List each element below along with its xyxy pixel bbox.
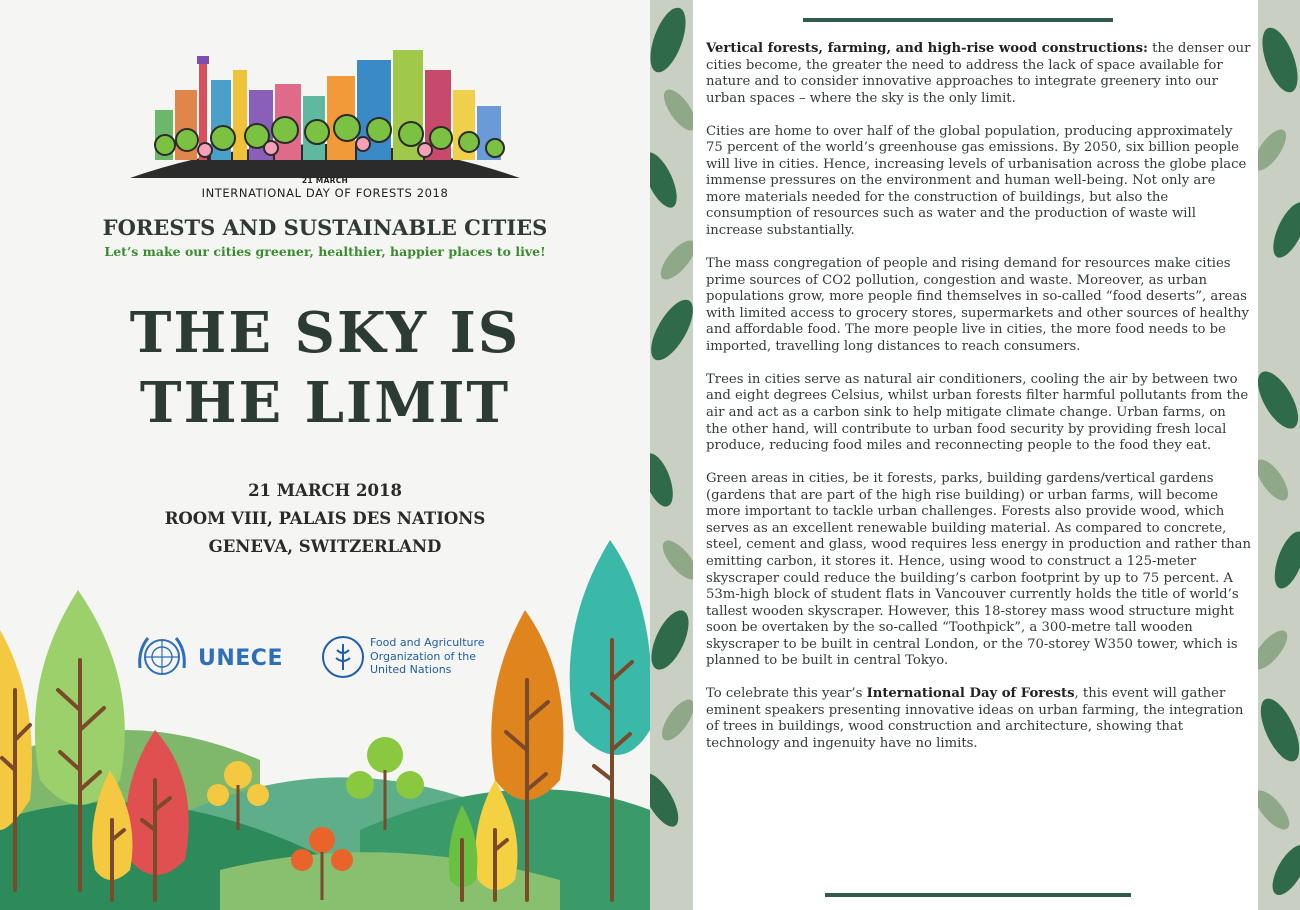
- headline-line-2: THE LIMIT: [139, 370, 511, 436]
- event-date: 21 MARCH 2018: [248, 481, 402, 500]
- paragraph-4: Trees in cities serve as natural air conditioners, cooling the air by between two and eight degrees Celsius, whilst urban forests filter harmful pollutants from the air and act as a carbon sink to help mitigate climate change. Urban farms, on the other hand, will contribute to urban food security by providing fresh local produce, reducing food miles and reconnecting people to the food they eat.: [706, 371, 1249, 454]
- small-date-label: 21 MARCH: [301, 176, 349, 185]
- headline: [0, 298, 650, 438]
- city-skyline-illustration: [125, 40, 525, 180]
- paragraph-2: Cities are home to over half of the global population, producing approximately 75 percent of the world’s greenhouse gas emissions. By 2050, six billion people will live in cities. Hence, increasing levels of urbanisation across the globe place immense pressures on the environment and human well-being. Not only are more materials needed for the construction of buildings, but also the consumption of resources such as water and the production of waste will increase substantially.: [706, 123, 1247, 239]
- fao-line-3: United Nations: [370, 663, 452, 676]
- paragraph-6: [706, 686, 1251, 752]
- fao-emblem-icon: [320, 634, 366, 680]
- un-emblem-icon: [132, 630, 192, 686]
- unece-logo-text: UNECE: [198, 646, 283, 671]
- headline-line-1: THE SKY IS: [129, 300, 521, 366]
- fao-logo-text: [370, 636, 485, 677]
- bottom-divider: [825, 893, 1131, 897]
- paragraph-1: [706, 41, 1251, 107]
- top-divider: [803, 18, 1113, 22]
- paragraph-1-lead: Vertical forests, farming, and high-rise wood constructions:: [706, 41, 1148, 56]
- event-room: ROOM VIII, PALAIS DES NATIONS: [164, 509, 486, 528]
- day-title: INTERNATIONAL DAY OF FORESTS 2018: [201, 186, 449, 200]
- fao-line-2: Organization of the: [370, 649, 476, 663]
- paragraph-6-start: To celebrate this year’s: [706, 686, 867, 702]
- article-body: [706, 41, 1251, 769]
- paragraph-6-bold: International Day of Forests: [866, 686, 1075, 702]
- paragraph-5: Green areas in cities, be it forests, parks, building gardens/vertical gardens (gardens that are part of the high rise building) or urban farms, will become more important to tackle urban challenges. Forests also provide wood, which serves as an excellent renewable building material. As compared to concrete, steel, cement and glass, wood requires less energy in production and rather than emitting carbon, it stores it. Hence, using wood to construct a 125-meter skyscraper could reduce the building’s carbon footprint by up to 75 percent. A 53m-high block of student flats in Vancouver currently holds the title of world’s tallest wooden skyscraper. However, this 18-storey mass wood structure might soon be overtaken by the so-called “Toothpick”, a 300-metre tall wooden skyscraper to be built in central London, or the 70-storey W350 tower, which is planned to be built in central Tokyo.: [706, 471, 1252, 669]
- fao-line-1: Food and Agriculture: [370, 636, 485, 649]
- theme-title: FORESTS AND SUSTAINABLE CITIES: [102, 215, 548, 240]
- paragraph-1-text: the denser our cities become, the greater the need to address the lack of space available for nature and to consider innovative approaches to integrate greenery into our urban spaces – where the sky is the only limit.: [706, 41, 1251, 106]
- article-panel: [650, 0, 1300, 910]
- article-text-panel: [693, 0, 1258, 910]
- paragraph-6-text: , this event will gather eminent speakers presenting innovative ideas on urban farming, the integration of trees in buildings, wood construction and architecture, showing that technology and ingenuity have no limits.: [706, 686, 1244, 751]
- tagline: Let’s make our cities greener, healthier, happier places to live!: [104, 244, 546, 259]
- partner-logos: [130, 630, 510, 686]
- forest-illustration: [0, 530, 650, 910]
- event-city: GENEVA, SWITZERLAND: [208, 537, 442, 556]
- paragraph-3: The mass congregation of people and rising demand for resources make cities prime sources of CO2 pollution, congestion and waste. Moreover, as urban populations grow, more people find themselves in so-called “food deserts”, areas with limited access to grocery stores, supermarkets and other sources of healthy and affordable food. The more people live in cities, the more food needs to be imported, travelling long distances to reach consumers.: [706, 256, 1249, 354]
